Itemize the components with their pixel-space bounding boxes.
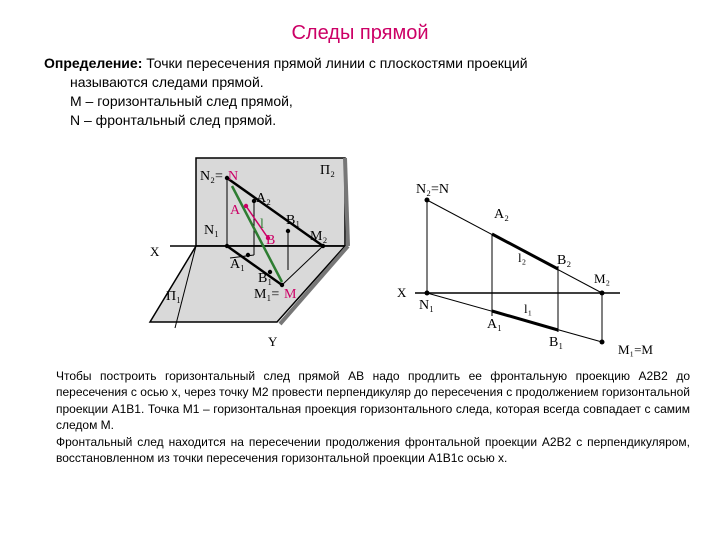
epure-label-m2: M₂ [594,271,611,286]
definition-line-2: называются следами прямой. [70,74,264,90]
epure-label-a1: A₁ [487,317,502,332]
epure-label-b1: B₁ [549,335,564,350]
point-n1 [225,244,229,248]
projection-figures [0,140,720,365]
spatial-drawing [150,158,348,349]
epure-point-n2 [425,198,430,203]
explanation-paragraph-2: Фронтальный след находится на пересечении продолжения фронтальной проекции А2В2 с перпендикуляром, восстановленном из точки пересечения горизонтальной проекции А1В1с осью х. [56,434,690,466]
point-a [244,204,248,208]
label-m2: M₂ [310,229,328,244]
epure-label-l2: l₂ [518,250,527,265]
definition-block [44,54,684,130]
label-n: N [228,169,239,184]
label-m: M [284,287,297,302]
epure-point-n1 [425,291,430,296]
epure-label-a2: A₂ [494,207,509,222]
epure-drawing [397,182,653,357]
epure-label-b2: B₂ [557,253,572,268]
slide-title: Следы прямой [291,22,429,44]
epure-label-l1: l₁ [524,301,533,316]
label-n2: N₂= [200,169,223,184]
label-a1: A₁ [230,257,245,272]
point-a1 [246,253,250,257]
definition-line-3: M – горизонтальный след прямой, [70,93,293,109]
label-pi2: П₂ [320,163,335,178]
epure-label-n1: N₁ [419,298,434,313]
label-b1: B₁ [258,271,273,286]
point-m2 [321,244,325,248]
label-x: X [150,244,160,259]
definition-line-1: Точки пересечения прямой линии с плоскостями проекций [146,55,528,71]
point-b2 [286,229,290,233]
epure-label-x: X [397,285,407,300]
label-b1-top: B₁ [286,213,301,228]
definition-line-4: N – фронтальный след прямой. [70,112,277,128]
label-n1: N₁ [204,223,219,238]
label-a2: A₂ [256,191,271,206]
explanation-paragraph-1: Чтобы построить горизонтальный след прямой АВ надо продлить ее фронтальную проекцию А2В2 до пересечения с осью х, через точку М2 провести перпендикуляр до пересечения с продолжением горизонтальной проекции А1В1. Точка М1 – горизонтальная проекция горизонтального следа, которая всегда совпадает с самим следом М. [56,369,690,433]
explanation-text [56,368,690,466]
epure-point-m1 [600,340,605,345]
label-y: Y [268,334,278,349]
label-l: l [260,217,264,232]
epure-label-m1: M₁=M [618,342,653,357]
definition-label: Определение: [44,55,143,71]
label-b: B [266,233,276,248]
epure-label-n2: N₂=N [416,182,449,197]
epure-point-m2 [600,291,605,296]
label-m1: M₁= [254,287,280,302]
label-a: A [230,203,241,218]
label-pi1: П₁ [166,289,181,304]
